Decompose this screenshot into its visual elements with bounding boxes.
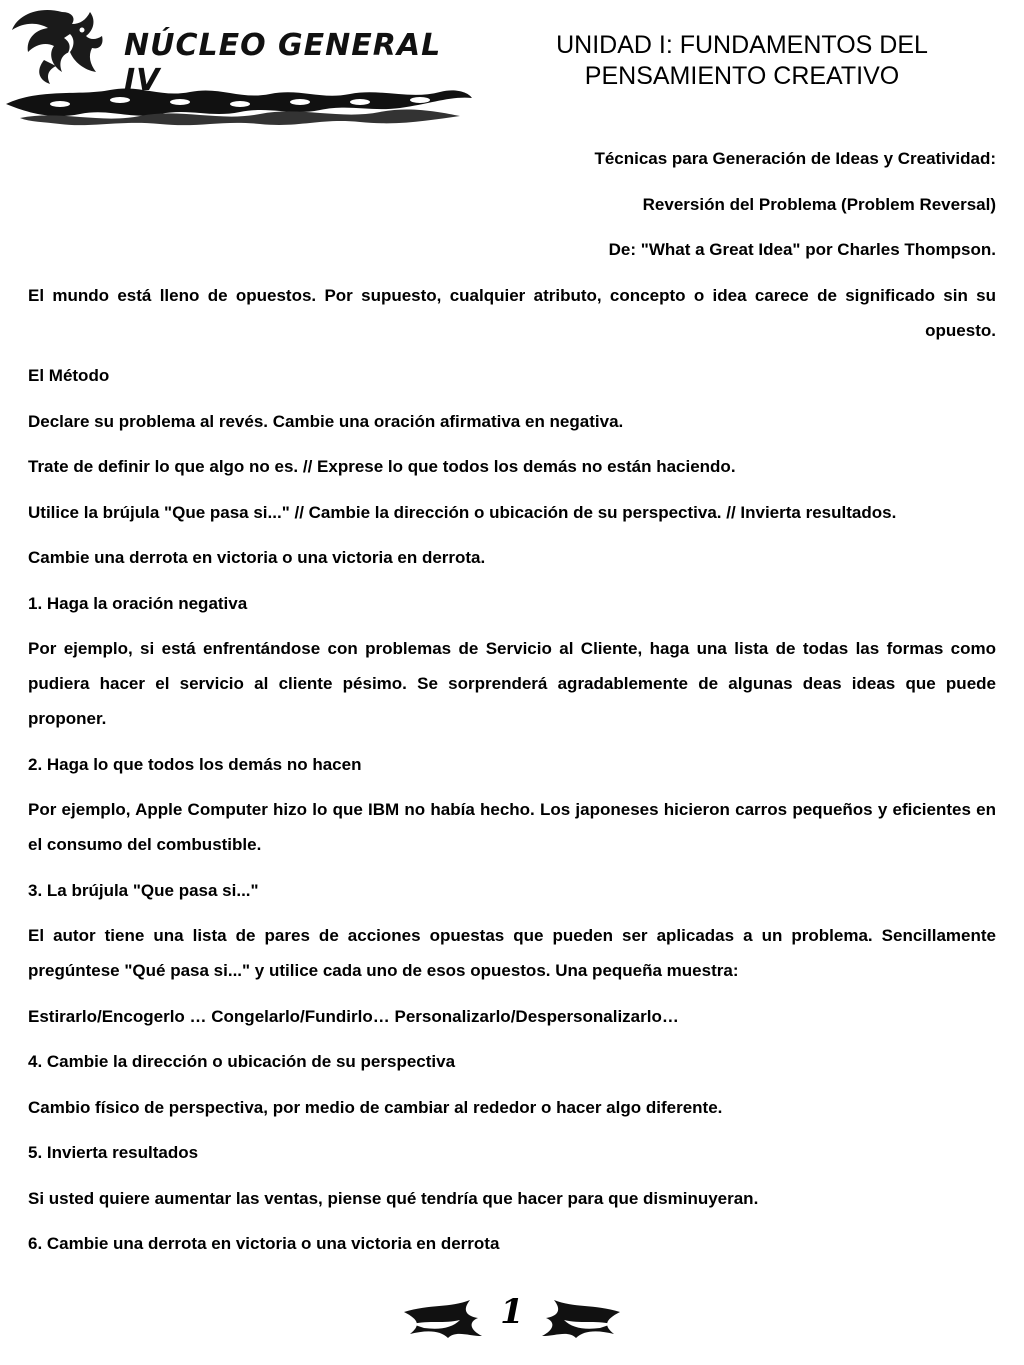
- unit-title-line-1: UNIDAD I: FUNDAMENTOS DEL: [556, 31, 928, 59]
- unit-title-line-2: PENSAMIENTO CREATIVO: [584, 62, 900, 90]
- method-line: Cambie una derrota en victoria o una victoria en derrota.: [28, 548, 486, 567]
- method-line: Trate de definir lo que algo no es. // Exprese lo que todos los demás no están haciendo.: [28, 457, 736, 476]
- method-line: Declare su problema al revés. Cambie una oración afirmativa en negativa.: [28, 411, 624, 431]
- method-heading: El Método: [28, 366, 110, 385]
- unit-title: [520, 30, 964, 92]
- section-heading: 5. Invierta resultados: [28, 1143, 199, 1162]
- technique-heading: Técnicas para Generación de Ideas y Creatividad:: [594, 149, 996, 168]
- intro-paragraph: El mundo está lleno de opuestos. Por supuesto, cualquier atributo, concepto o idea carece de significado sin su opuesto.: [28, 285, 996, 340]
- document-body: [28, 141, 996, 1272]
- header-logo: [0, 0, 480, 130]
- method-line: Utilice la brújula "Que pasa si..." // Cambie la dirección o ubicación de su perspectiva. // Invierta resultados.: [28, 502, 897, 522]
- section-heading: 4. Cambie la dirección o ubicación de su perspectiva: [28, 1052, 456, 1071]
- section-heading: 2. Haga lo que todos los demás no hacen: [28, 754, 362, 774]
- section-body: Cambio físico de perspectiva, por medio de cambiar al rededor o hacer algo diferente.: [28, 1097, 723, 1117]
- page-number: 1: [500, 1292, 524, 1332]
- technique-name: Reversión del Problema (Problem Reversal): [642, 194, 996, 214]
- section-heading: 3. La brújula "Que pasa si...": [28, 880, 259, 900]
- section-heading: 1. Haga la oración negativa: [28, 593, 248, 613]
- section-extra: Estirarlo/Encogerlo … Congelarlo/Fundirlo… Personalizarlo/Despersonalizarlo…: [28, 1006, 679, 1026]
- logo-text: NÚCLEO GENERAL IV: [124, 28, 442, 98]
- section-heading: 6. Cambie una derrota en victoria o una victoria en derrota: [28, 1234, 500, 1253]
- source-citation: De: "What a Great Idea" por Charles Thompson.: [608, 240, 996, 259]
- section-body: Si usted quiere aumentar las ventas, piense qué tendría que hacer para que disminuyeran.: [28, 1188, 759, 1208]
- section-body: Por ejemplo, si está enfrentándose con problemas de Servicio al Cliente, haga una lista de todas las formas como pudiera hacer el servicio al cliente pésimo. Se sorprenderá agradablemente de algunas deas ideas que puede proponer.: [28, 639, 996, 728]
- section-body: El autor tiene una lista de pares de acciones opuestas que pueden ser aplicadas a un problema. Sencillamente pregúntese "Qué pasa si..." y utilice cada uno de esos opuestos. Una pequeña muestra:: [28, 926, 996, 980]
- section-body: Por ejemplo, Apple Computer hizo lo que IBM no había hecho. Los japoneses hicieron carros pequeños y eficientes en el consumo del combustible.: [28, 800, 996, 854]
